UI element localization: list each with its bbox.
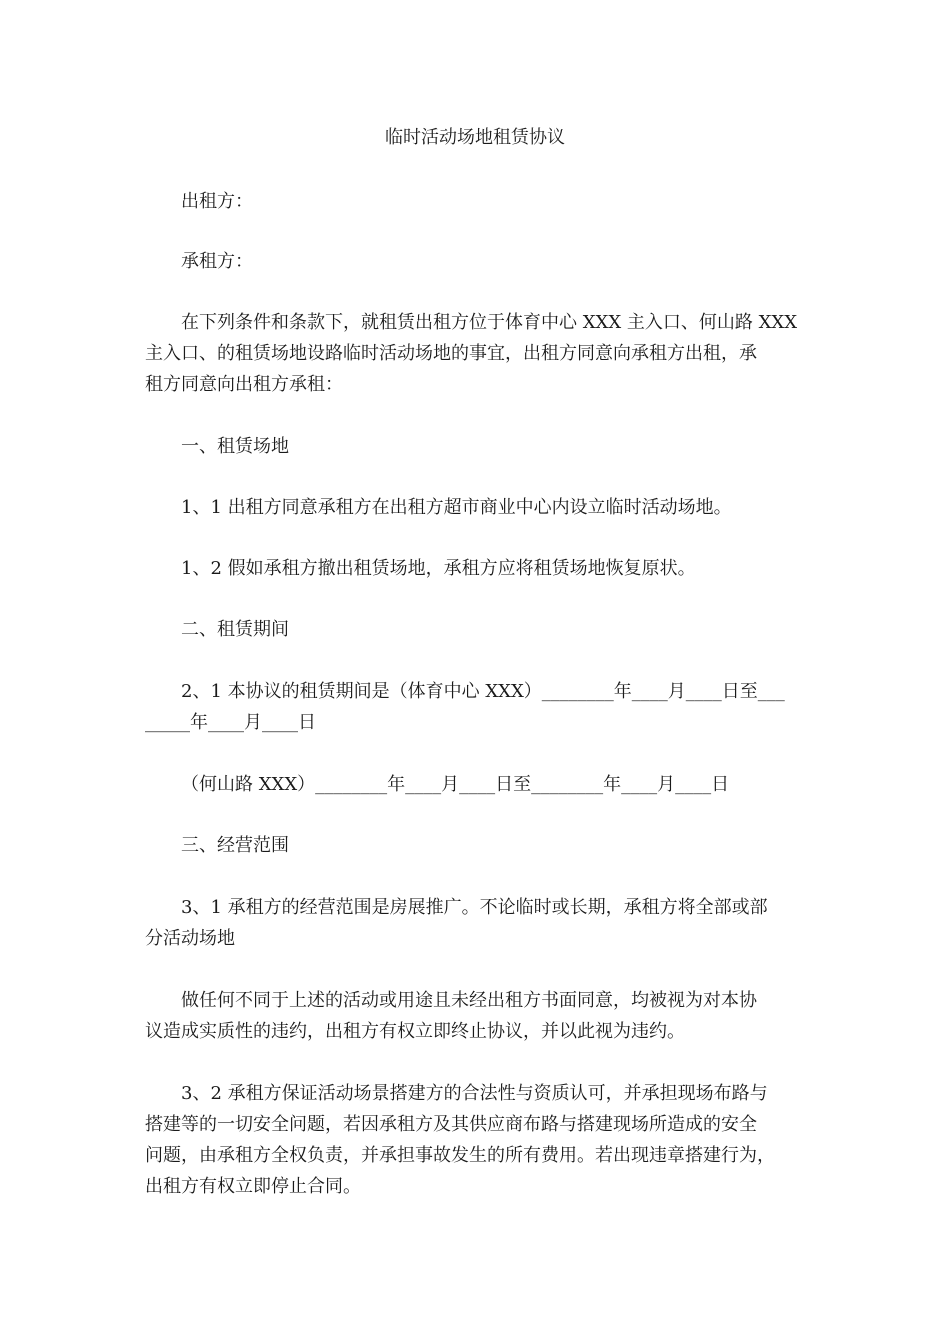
clause-3-1-continued xyxy=(145,985,810,1047)
clause-2-1-line-2: _____年____月____日 xyxy=(145,712,316,733)
preamble-paragraph xyxy=(145,307,810,400)
preamble-line-1: 在下列条件和条款下，就租赁出租方位于体育中心 XXX 主入口、何山路 XXX xyxy=(181,312,798,333)
clause-3-2-line-3: 问题，由承租方全权负责，并承担事故发生的所有费用。若出现违章搭建行为， xyxy=(145,1145,775,1166)
clause-3-1-continued-line-2: 议造成实质性的违约，出租方有权立即终止协议，并以此视为违约。 xyxy=(145,1021,685,1042)
clause-3-1 xyxy=(145,892,810,954)
preamble-line-2: 主入口、的租赁场地设路临时活动场地的事宜，出租方同意向承租方出租，承 xyxy=(145,343,757,364)
preamble-line-3: 租方同意向出租方承租： xyxy=(145,374,343,395)
section-1-heading: 一、租赁场地 xyxy=(181,436,289,457)
clause-3-2-line-2: 搭建等的一切安全问题，若因承租方及其供应商布路与搭建现场所造成的安全 xyxy=(145,1114,757,1135)
section-3-heading: 三、经营范围 xyxy=(181,835,289,856)
clause-3-2 xyxy=(145,1078,810,1202)
clause-2-1-line-1: 2、1 本协议的租赁期间是（体育中心 XXX）________年____月____日至___ xyxy=(181,681,785,702)
clause-3-2-line-4: 出租方有权立即停止合同。 xyxy=(145,1176,361,1197)
clause-1-2: 1、2 假如承租方撤出租赁场地，承租方应将租赁场地恢复原状。 xyxy=(181,558,696,579)
clause-2-1-heshan: （何山路 XXX）________年____月____日至________年____月____日 xyxy=(181,774,730,795)
clause-3-1-continued-line-1: 做任何不同于上述的活动或用途且未经出租方书面同意，均被视为对本协 xyxy=(181,990,757,1011)
clause-3-1-line-2: 分活动场地 xyxy=(145,928,235,949)
clause-3-2-line-1: 3、2 承租方保证活动场景搭建方的合法性与资质认可，并承担现场布路与 xyxy=(181,1083,768,1104)
clause-3-1-line-1: 3、1 承租方的经营范围是房展推广。不论临时或长期，承租方将全部或部 xyxy=(181,897,768,918)
section-2-heading: 二、租赁期间 xyxy=(181,619,289,640)
clause-2-1 xyxy=(145,676,810,738)
clause-1-1: 1、1 出租方同意承租方在出租方超市商业中心内设立临时活动场地。 xyxy=(181,497,732,518)
document-title: 临时活动场地租赁协议 xyxy=(385,127,565,148)
lessee-label: 承租方： xyxy=(181,251,253,272)
lessor-label: 出租方： xyxy=(181,191,253,212)
